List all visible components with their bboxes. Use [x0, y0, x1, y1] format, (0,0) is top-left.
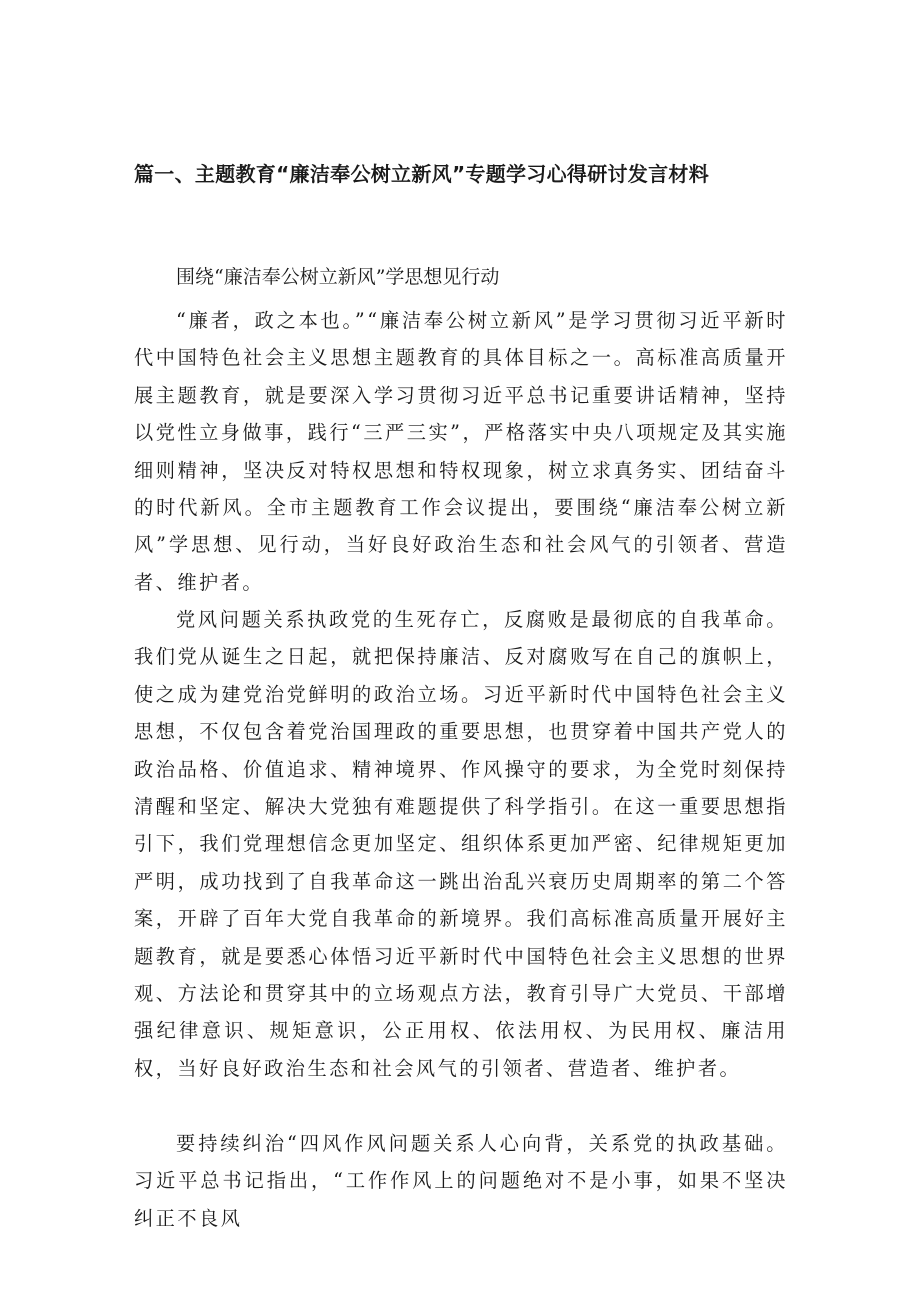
document-title: 篇一、主题教育“廉洁奉公树立新风”专题学习心得研讨发言材料 — [134, 162, 709, 186]
body-paragraph: 要持续纠治“四风作风问题关系人心向背，关系党的执政基础。习近平总书记指出，“工作作风上的问题绝对不是小事，如果不坚决纠正不良风 — [134, 1132, 788, 1230]
body-paragraph: 党风问题关系执政党的生死存亡，反腐败是最彻底的自我革命。我们党从诞生之日起，就把保持廉洁、反对腐败写在自己的旗帜上，使之成为建党治党鲜明的政治立场。习近平新时代中国特色社会主义思想，不仅包含着党治国理政的重要思想，也贯穿着中国共产党人的政治品格、价值追求、精神境界、作风操守的要求，为全党时刻保持清醒和坚定、解决大党独有难题提供了科学指引。在这一重要思想指引下，我们党理想信念更加坚定、组织体系更加严密、纪律规矩更加严明，成功找到了自我革命这一跳出治乱兴衰历史周期率的第二个答案，开辟了百年大党自我革命的新境界。我们高标准高质量开展好主题教育，就是要悉心体悟习近平新时代中国特色社会主义思想的世界观、方法论和贯穿其中的立场观点方法，教育引导广大党员、干部增强纪律意识、规矩意识，公正用权、依法用权、为民用权、廉洁用权，当好良好政治生态和社会风气的引领者、营造者、维护者。 — [134, 608, 788, 1080]
section-subheading: 围绕“廉洁奉公树立新风”学思想见行动 — [176, 266, 500, 288]
body-paragraph: “廉者，政之本也。”“廉洁奉公树立新风”是学习贯彻习近平新时代中国特色社会主义思想主题教育的具体目标之一。高标准高质量开展主题教育，就是要深入学习贯彻习近平总书记重要讲话精神，坚持以党性立身做事，践行“三严三实”，严格落实中央八项规定及其实施细则精神，坚决反对特权思想和特权现象，树立求真务实、团结奋斗的时代新风。全市主题教育工作会议提出，要围绕“廉洁奉公树立新风”学思想、见行动，当好良好政治生态和社会风气的引领者、营造者、维护者。 — [134, 309, 788, 594]
